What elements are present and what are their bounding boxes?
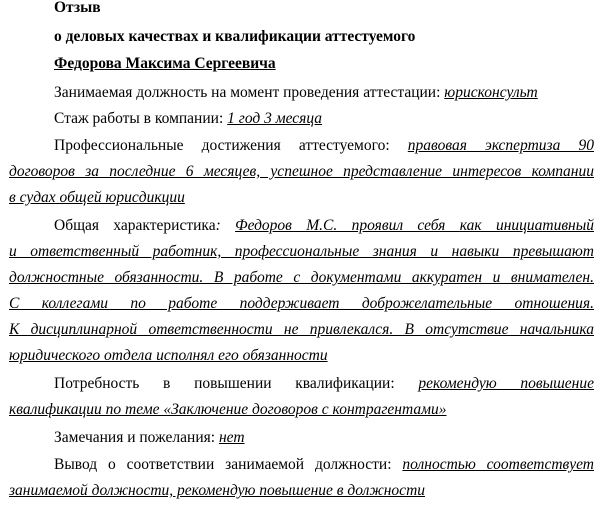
qualification-row-1 <box>54 374 594 394</box>
conclusion-value-1: полностью соответствует <box>402 456 594 473</box>
position-value: юрисконсульт <box>444 84 538 101</box>
remarks-label: Замечания и пожелания: <box>54 429 219 446</box>
conclusion-row-1 <box>54 455 594 475</box>
person-name-text: Федорова Максима Сергеевича <box>54 55 276 72</box>
qualification-value-2: квалификации по теме «Заключение договоров с контрагентами» <box>9 401 447 418</box>
characteristic-value-1: Федоров М.С. проявил себя как инициативный <box>235 217 594 234</box>
characteristic-value-5: К дисциплинарной ответственности не привлекался. В отсутствие начальника <box>9 321 594 338</box>
achievements-label: Профессиональные достижения аттестуемого: <box>54 137 408 154</box>
position-row <box>54 83 594 103</box>
document-subtitle <box>54 27 594 47</box>
position-label: Занимаемая должность на момент проведения аттестации: <box>54 84 445 101</box>
qualification-label: Потребность в повышении квалификации: <box>54 375 419 392</box>
achievements-row-1 <box>54 136 594 156</box>
tenure-label: Стаж работы в компании: <box>54 110 228 127</box>
person-name <box>54 54 594 74</box>
tenure-row <box>54 109 594 129</box>
achievements-value-3: в судах общей юрисдикции <box>9 189 185 206</box>
achievements-value-1: правовая экспертиза 90 <box>407 137 594 154</box>
title-line-2: о деловых качествах и квалификации аттестуемого <box>54 28 416 45</box>
characteristic-row-1 <box>54 216 594 236</box>
characteristic-colon: : <box>215 217 221 234</box>
characteristic-label: Общая характеристика <box>54 217 216 234</box>
characteristic-value-6: юридического отдела исполнял его обязанности <box>9 347 328 364</box>
remarks-row <box>54 428 594 448</box>
qualification-value-1: рекомендую повышение <box>418 375 594 392</box>
conclusion-label: Вывод о соответствии занимаемой должности: <box>54 456 403 473</box>
conclusion-value-2: занимаемой должности, рекомендую повышение в должности <box>9 482 426 499</box>
remarks-value: нет <box>218 429 245 446</box>
achievements-value-2: договоров за последние 6 месяцев, успешное представление интересов компании <box>9 163 594 180</box>
characteristic-value-2: и ответственный работник, профессиональные знания и навыки превышают <box>9 243 594 260</box>
tenure-value: 1 год 3 месяца <box>227 110 323 127</box>
title-line-1: Отзыв <box>54 0 101 16</box>
characteristic-value-4: С коллегами по работе поддерживает доброжелательные отношения. <box>9 295 594 312</box>
document-title <box>54 0 594 18</box>
characteristic-value-3: должностные обязанности. В работе с документами аккуратен и внимателен. <box>9 269 594 286</box>
